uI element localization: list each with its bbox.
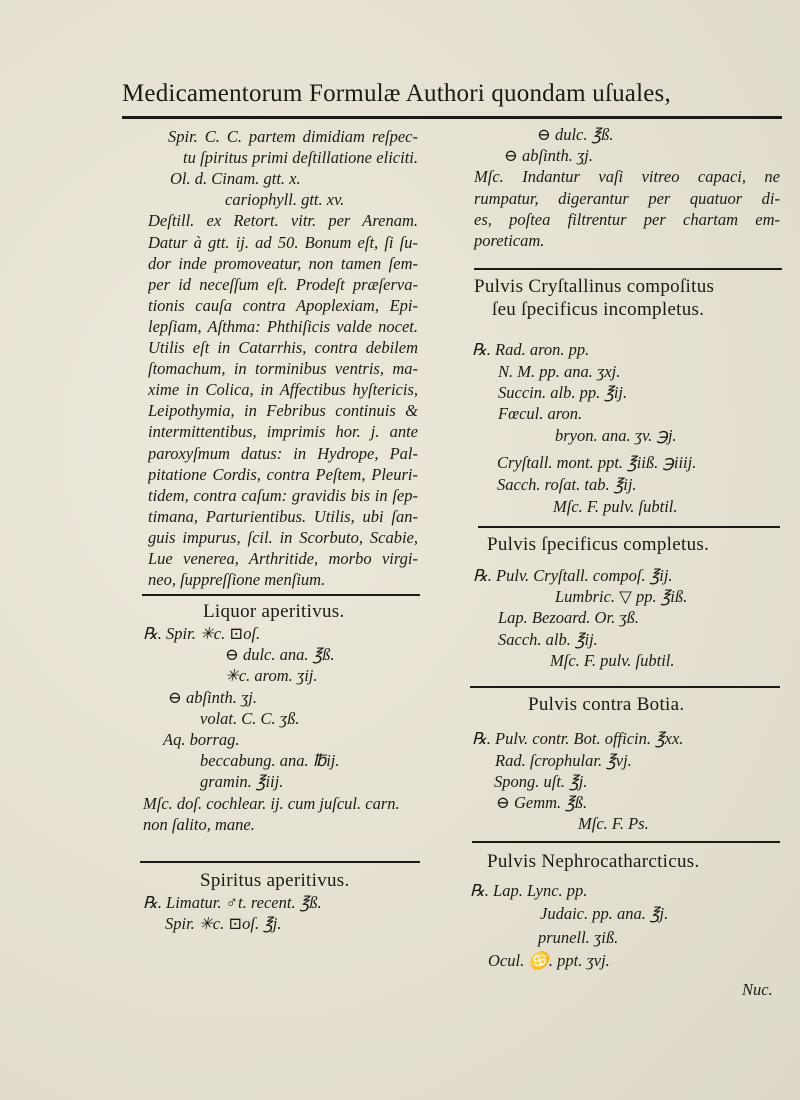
section-heading: Pulvis ſpecificus completus. [487, 534, 710, 555]
intro-text-line: dor inde promoveatur, non tamen ſem- [148, 253, 418, 273]
intro-text-line: Utilis eſt in Catarrhis, contra debilem [148, 338, 418, 357]
intro-text-line: tidem, contra caſum: gravidis bis in ſep- [148, 485, 418, 505]
section-divider [478, 526, 780, 528]
recipe-line: ℞. Pulv. contr. Bot. officin. ℥xx. [472, 729, 684, 748]
recipe-line: ⊖ Gemm. ℥ß. [496, 793, 588, 812]
intro-text-line: cariophyll. gtt. xv. [225, 190, 345, 210]
recipe-line: bryon. ana. ʒv. ℈j. [555, 426, 677, 445]
recipe-line: Fœcul. aron. [498, 404, 583, 423]
intro-text-line: pitatione Cordis, contra Peſtem, Pleuri- [148, 464, 418, 484]
intro-text-line: Ol. d. Cinam. gtt. x. [170, 169, 301, 189]
section-heading: Pulvis contra Botia. [528, 694, 685, 715]
recipe-line: prunell. ʒiß. [538, 928, 619, 947]
recipe-line: N. M. pp. ana. ʒxj. [498, 362, 621, 381]
recipe-line: Succin. alb. pp. ℥ij. [498, 383, 628, 402]
intro-text-line: paroxyſmum datus: in Hydrope, Pal- [148, 443, 418, 463]
intro-text-line: guis impurus, ſcil. in Scorbuto, Scabie, [148, 527, 418, 547]
intro-text-line: lepſiam, Aſthma: Phthiſicis valde nocet. [148, 316, 418, 336]
section-heading: Pulvis Nephrocatharcticus. [487, 851, 700, 872]
header-rule [122, 116, 782, 119]
recipe-line: Mſc. F. pulv. ſubtil. [553, 497, 678, 516]
recipe-line: Mſc. F. Ps. [578, 814, 649, 833]
recipe-line: Lap. Bezoard. Or. ʒß. [498, 608, 640, 627]
recipe-line: poreticam. [474, 231, 545, 250]
intro-text-line: xime in Colica, in Affectibus hyſtericis, [148, 380, 418, 400]
recipe-line: ⊖ abſinth. ʒj. [504, 146, 593, 166]
recipe-line: Mſc. F. pulv. ſubtil. [550, 651, 675, 670]
section-heading: Spiritus aperitivus. [200, 870, 350, 891]
section-divider [470, 686, 780, 688]
recipe-line: Ocul. ♋. ppt. ʒvj. [488, 951, 610, 970]
intro-text-line: Datur à gtt. ij. ad 50. Bonum eſt, ſi ſu- [148, 232, 418, 252]
intro-text-line: ſtomachum, in torminibus ventris, ma- [148, 359, 418, 379]
intro-text-line: per id neceſſum eſt. Prodeſt præſerva- [148, 274, 418, 294]
section-divider [474, 268, 782, 270]
recipe-line: ℞. Limatur. ♂t. recent. ℥ß. [143, 893, 322, 912]
section-divider [472, 841, 780, 843]
recipe-line: ⊖ dulc. ℥ß. [537, 125, 614, 144]
recipe-line: Sacch. alb. ℥ij. [498, 630, 598, 649]
recipe-line: Lumbric. ▽ pp. ℥iß. [555, 587, 688, 606]
recipe-line: ℞. Pulv. Cryſtall. compoſ. ℥ij. [473, 566, 673, 585]
recipe-line: Sacch. roſat. tab. ℥ij. [497, 475, 637, 494]
recipe-line: Spong. uſt. ℥j. [494, 772, 588, 791]
section-divider [140, 861, 420, 863]
intro-text-line: neo, ſuppreſſione menſium. [148, 570, 326, 590]
recipe-line: ✳c. arom. ʒij. [225, 666, 318, 686]
recipe-line: gramin. ℥iij. [200, 772, 284, 792]
intro-text-line: Spir. C. C. partem dimidiam reſpec- [168, 127, 418, 146]
recipe-line: Spir. ✳c. ⊡oſ. ℥j. [165, 914, 282, 933]
recipe-line: Cryſtall. mont. ppt. ℥iiß. ℈iiij. [497, 453, 697, 472]
recipe-line: volat. C. C. ʒß. [200, 708, 300, 728]
intro-text-line: tionis cauſa contra Apoplexiam, Epi- [148, 295, 418, 315]
recipe-line: Aq. borrag. [163, 730, 240, 749]
intro-text-line: Leipothymia, in Febribus continuis & [148, 401, 418, 421]
intro-text-line: tu ſpiritus primi deſtillatione eliciti. [183, 148, 418, 168]
recipe-line: Mſc. Indantur vaſi vitreo capaci, ne [474, 167, 780, 187]
recipe-line: beccabung. ana. ℔ij. [200, 751, 340, 771]
section-divider [142, 594, 420, 596]
recipe-line: Mſc. doſ. cochlear. ij. cum juſcul. carn. [143, 793, 400, 813]
recipe-line: non ſalito, mane. [143, 814, 255, 834]
intro-text-line: Lue venerea, Arthritide, morbo virgi- [148, 549, 418, 568]
recipe-line: ⊖ dulc. ana. ℥ß. [225, 645, 335, 665]
recipe-line: es, poſtea filtrentur per chartam em- [474, 209, 780, 229]
section-heading: Pulvis Cryſtallinus compoſitus [474, 276, 715, 297]
recipe-line: ℞. Lap. Lync. pp. [470, 881, 588, 900]
recipe-line: Judaic. pp. ana. ℥j. [540, 904, 669, 923]
recipe-line: ⊖ abſinth. ʒj. [168, 687, 257, 707]
intro-text-line: Deſtill. ex Retort. vitr. per Arenam. [148, 211, 418, 231]
recipe-line: ℞. Spir. ✳c. ⊡oſ. [143, 624, 261, 643]
page-title: Medicamentorum Formulæ Authori quondam uſuales, [122, 80, 671, 107]
recipe-line: rumpatur, digerantur per quatuor di- [474, 188, 780, 208]
intro-text-line: timana, Parturientibus. Utilis, ubi ſan- [148, 506, 418, 526]
catchword: Nuc. [742, 980, 773, 999]
intro-text-line: intermittentibus, imprimis hor. j. ante [148, 422, 418, 442]
recipe-line: Rad. ſcrophular. ℥vj. [495, 751, 632, 770]
recipe-line: ℞. Rad. aron. pp. [472, 340, 590, 359]
section-heading: ſeu ſpecificus incompletus. [492, 299, 705, 320]
section-heading: Liquor aperitivus. [203, 601, 345, 622]
